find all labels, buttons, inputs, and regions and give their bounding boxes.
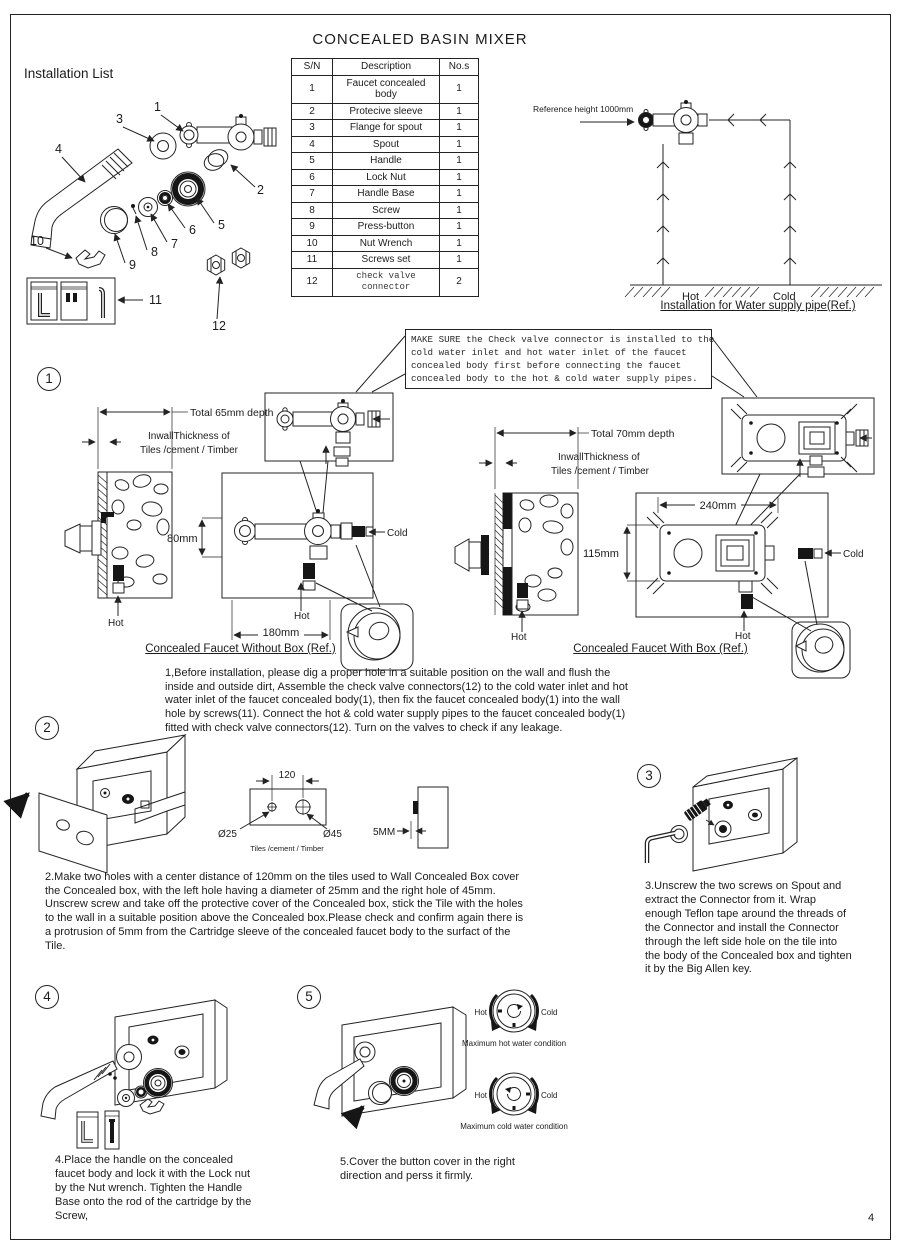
handle-part xyxy=(171,172,205,206)
callout-12: 12 xyxy=(212,319,226,333)
step2-number-circle: 2 xyxy=(35,716,59,740)
wall-cross-section xyxy=(65,472,172,598)
col-header-sn: S/N xyxy=(292,59,333,76)
cold-label: Cold xyxy=(387,528,408,539)
table-row: 3 Flange for spout 1 xyxy=(292,120,479,137)
step2-text: 2.Make two holes with a center distance of 120mm on the tiles used to Wall Concealed Box cover the Concealed box, with the left hole having a diameter of 25mm and the right hole of 45mm. Unscrew screw and take off the protective cover of the Concealed box, stick the Tile with the holes to the wall in a suitable position above the Concealed box.Please check and confirm again there is a protrusion of 5mm from the Cartridge sleeve of the concealed faucet body to the surfact of the Tile. xyxy=(45,871,524,952)
table-row: 10 Nut Wrench 1 xyxy=(292,235,479,252)
flange-detail xyxy=(752,561,850,678)
callout-8: 8 xyxy=(151,245,158,259)
table-row: 1 Faucet concealed body 1 xyxy=(292,75,479,103)
inwall-label-2: Tiles /cement / Timber xyxy=(551,466,649,477)
step1-text: 1,Before installation, please dig a proper hole in a suitable position on the wall and flush the inside and outside dirt, Assemble the check valve connectors(12) to the cold water inlet and hot water inlet of the faucet concealed body(1), then fix the faucet concealed body(1) into the wall hole by screws(11). Connect the hot & cold water supply pipes to the faucet concealed body(1) fitted with check valve connectors(12). Turn on the valves to check if any leakage. xyxy=(165,667,628,734)
width-dim-label: 240mm xyxy=(699,500,737,512)
callout-11: 11 xyxy=(149,293,162,307)
callout-10: 10 xyxy=(30,234,44,248)
page-title: CONCEALED BASIN MIXER xyxy=(312,31,528,48)
table-row: 5 Handle 1 xyxy=(292,153,479,170)
callout-4: 4 xyxy=(55,142,62,156)
table-row: 7 Handle Base 1 xyxy=(292,186,479,203)
depth-label: Total 65mm depth xyxy=(190,407,274,419)
dial1-cold-label: Cold xyxy=(541,1008,558,1017)
dial2-caption: Maximum cold water condition xyxy=(460,1122,568,1131)
box-inset xyxy=(722,398,874,537)
table-row: 12 check valve connector 2 xyxy=(292,268,479,296)
tile-plate-3d xyxy=(693,758,797,871)
screws-set-part xyxy=(27,278,115,324)
parts-table xyxy=(291,58,479,297)
cold-limit-dial xyxy=(460,1073,568,1131)
table-row: 2 Protecive sleeve 1 xyxy=(292,103,479,120)
make-sure-note: MAKE SURE the Check valve connector is installed to the cold water inlet and hot water inlet of the faucet concealed body first before connecting the faucet concealed body to the hot & cold water supply pipes. xyxy=(405,329,712,389)
center-distance-label: 120 xyxy=(278,770,296,781)
nut-wrench-part xyxy=(76,250,105,268)
step5-number-circle: 5 xyxy=(297,985,321,1009)
hot-pipe-label: Hot xyxy=(682,291,700,303)
flange-part xyxy=(150,133,176,159)
step4-number-circle: 4 xyxy=(35,985,59,1009)
hot-label-front: Hot xyxy=(735,631,751,642)
col-header-description: Description xyxy=(333,59,440,76)
faucet-without-box-diagram xyxy=(60,385,420,685)
dia-left-label: Ø25 xyxy=(218,829,237,840)
faucet-body-icon xyxy=(639,100,708,144)
inwall-label-2: Tiles /cement / Timber xyxy=(140,445,238,456)
reference-height-label: Reference height 1000mm xyxy=(533,104,634,114)
dial2-hot-label: Hot xyxy=(474,1091,487,1100)
table-row: 8 Screw 1 xyxy=(292,202,479,219)
finished-faucet-3d xyxy=(314,1007,466,1118)
step4-text: 4.Place the handle on the concealed faucet body and lock it with the Lock nut by the Nut wrench. Tighten the Handle Base onto the rod of the cartridge by the Screw, xyxy=(55,1154,252,1222)
step5-text: 5.Cover the button cover in the right direction and perss it firmly. xyxy=(340,1156,515,1182)
col-header-nos: No.s xyxy=(440,59,479,76)
inwall-label-1: InwallThickness of xyxy=(558,452,640,463)
width-dim-label: 180mm xyxy=(262,627,300,639)
page-number: 4 xyxy=(868,1212,875,1224)
protrusion-label: 5MM xyxy=(373,827,396,838)
faucet-body-part xyxy=(180,114,276,173)
with-box-caption: Concealed Faucet With Box (Ref.) xyxy=(573,643,748,655)
callout-3: 3 xyxy=(116,112,123,126)
callout-9: 9 xyxy=(129,258,136,272)
callout-2: 2 xyxy=(257,183,264,197)
without-box-caption: Concealed Faucet Without Box (Ref.) xyxy=(145,643,336,655)
supply-diagram-caption: Installation for Water supply pipe(Ref.) xyxy=(660,300,856,312)
dia-right-label: Ø45 xyxy=(323,829,342,840)
press-button-part xyxy=(101,207,128,234)
step1-number-circle: 1 xyxy=(37,367,61,391)
exploded-parts-diagram xyxy=(15,85,295,343)
inwall-label-1: InwallThickness of xyxy=(148,431,230,442)
lock-nut-part xyxy=(158,191,173,206)
hot-label-wall: Hot xyxy=(108,618,124,629)
connector-install-drawing xyxy=(635,755,885,880)
tiles-label: Tiles /cement / Timber xyxy=(250,844,324,853)
callout-1: 1 xyxy=(154,100,161,114)
ground-line xyxy=(625,285,882,297)
screw-part xyxy=(131,204,136,214)
parts-table-header xyxy=(292,59,479,76)
front-view xyxy=(222,473,373,598)
hot-label-wall: Hot xyxy=(511,632,527,643)
parts-table-body xyxy=(292,75,479,296)
water-supply-diagram xyxy=(530,100,892,318)
height-dim-label: 115mm xyxy=(583,548,619,560)
tile-hole-dimensions xyxy=(190,765,460,865)
wall-cross-section xyxy=(455,493,578,615)
direction-arrow xyxy=(18,794,28,804)
table-row: 11 Screws set 1 xyxy=(292,252,479,269)
handle-install-drawing xyxy=(25,995,260,1155)
height-dim-label: 80mm xyxy=(167,533,198,545)
height-dimension xyxy=(627,525,660,581)
handle-base-part xyxy=(139,198,158,217)
cold-pipe-label: Cold xyxy=(773,291,796,303)
installation-list-heading: Installation List xyxy=(24,66,114,81)
callout-6: 6 xyxy=(189,223,196,237)
check-valve-connector-part xyxy=(207,248,249,275)
table-row: 6 Lock Nut 1 xyxy=(292,169,479,186)
dial2-cold-label: Cold xyxy=(541,1091,558,1100)
allen-keys xyxy=(77,1111,119,1149)
depth-label: Total 70mm depth xyxy=(591,428,675,440)
height-dimension xyxy=(202,518,222,557)
hot-limit-dial xyxy=(462,990,566,1048)
dial1-hot-label: Hot xyxy=(474,1008,487,1017)
supply-pipes xyxy=(657,114,796,285)
callout-5: 5 xyxy=(218,218,225,232)
dial1-caption: Maximum hot water condition xyxy=(461,1039,567,1048)
body-inset-box xyxy=(265,393,393,513)
tile-side-view xyxy=(397,787,448,848)
hot-label-front: Hot xyxy=(294,611,310,622)
step3-number-circle: 3 xyxy=(637,764,661,788)
callout-7: 7 xyxy=(171,237,178,251)
table-row: 4 Spout 1 xyxy=(292,136,479,153)
table-row: 9 Press-button 1 xyxy=(292,219,479,236)
step3-text: 3.Unscrew the two screws on Spout and extract the Connector from it. Wrap enough Teflon tape around the threads of the Connector and install the Connector through the left side hole on the tile into the body of the Concealed box and tighten it by the Big Allen key. xyxy=(645,880,852,976)
cold-label: Cold xyxy=(843,549,864,560)
button-cover-drawing xyxy=(310,985,595,1145)
